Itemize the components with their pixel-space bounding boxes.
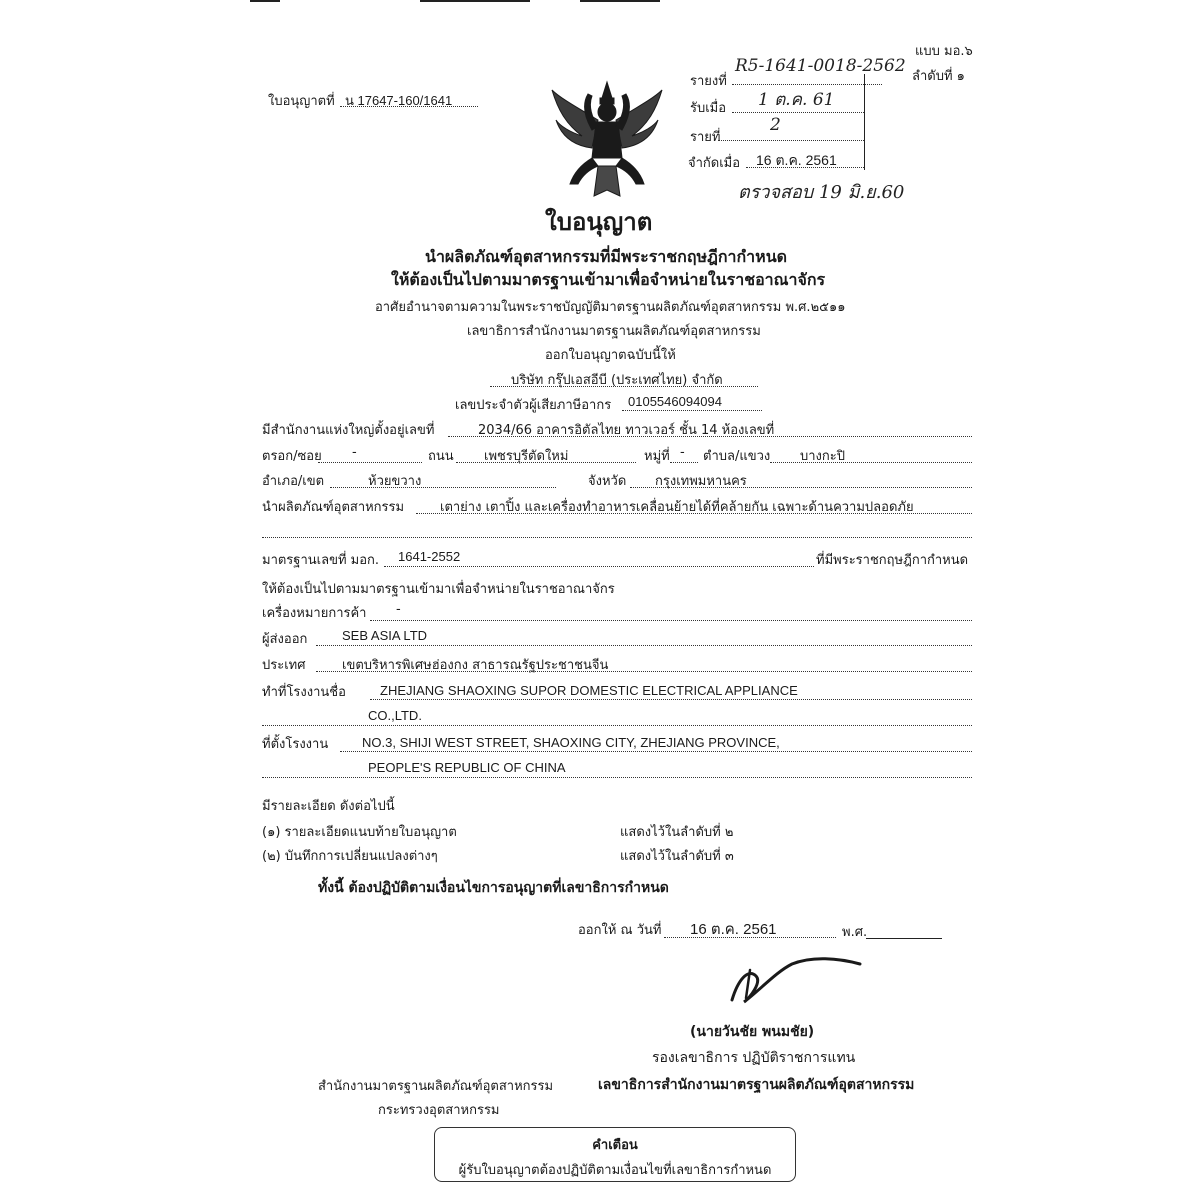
attachment-2-label: (๒) บันทึกการเปลี่ยนแปลงต่างๆ <box>262 849 438 864</box>
office-value: 2034/66 อาคารอิตัลไทย ทาวเวอร์ ชั้น 14 ห้องเลขที่ <box>478 423 775 438</box>
header-line-2: ให้ต้องเป็นไปตามมาตรฐานเข้ามาเพื่อจำหน่ายในราชอาณาจักร <box>391 270 826 289</box>
district-label: อำเภอ/เขต <box>262 474 325 489</box>
location-value-2: PEOPLE'S REPUBLIC OF CHINA <box>368 760 566 775</box>
tax-id-label: เลขประจำตัวผู้เสียภาษีอากร <box>455 398 612 413</box>
standard-suffix: ที่มีพระราชกฤษฎีกากำหนด <box>816 553 969 568</box>
form-sequence: ลำดับที่ ๑ <box>912 69 965 84</box>
issue-date-underline <box>664 937 836 938</box>
scan-mark <box>580 0 660 2</box>
garuda-emblem <box>548 80 666 202</box>
license-no-underline <box>340 106 478 107</box>
tax-id-value: 0105546094094 <box>628 394 722 409</box>
registry-box-edge <box>864 74 865 170</box>
soi-label: ตรอก/ซอย <box>262 449 322 464</box>
attachment-2-ref: แสดงไว้ในลำดับที่ ๓ <box>620 849 734 864</box>
location-underline-2 <box>262 777 972 778</box>
attachments-intro: มีรายละเอียด ดังต่อไปนี้ <box>262 799 395 814</box>
country-underline <box>316 671 972 672</box>
province-underline <box>630 487 972 488</box>
soi-value: - <box>352 445 357 460</box>
attachment-1-label: (๑) รายละเอียดแนบท้ายใบอนุญาต <box>262 825 457 840</box>
license-no-label: ใบอนุญาตที่ <box>268 94 335 109</box>
registry-note: ตรวจสอบ 19 มิ.ย.60 <box>738 182 905 203</box>
warning-text: ผู้รับใบอนุญาตต้องปฏิบัติตามเงื่อนไขที่เลขาธิการกำหนด <box>458 1163 772 1178</box>
standard-line-2: ให้ต้องเป็นไปตามมาตรฐานเข้ามาเพื่อจำหน่ายในราชอาณาจักร <box>262 582 615 597</box>
registry-value-3: 2 <box>770 115 781 135</box>
subdistrict-value: บางกะปิ <box>800 449 846 464</box>
company-name-underline <box>490 386 758 387</box>
standard-label: มาตรฐานเลขที่ มอก. <box>262 553 380 568</box>
location-label: ที่ตั้งโรงงาน <box>262 737 329 752</box>
issue-era-underline <box>866 938 942 939</box>
registry-value-1: R5-1641-0018-2562 <box>735 56 906 76</box>
license-no-value: น 17647-160/1641 <box>345 93 453 108</box>
attachment-1-ref: แสดงไว้ในลำดับที่ ๒ <box>620 825 734 840</box>
standard-underline <box>384 566 814 567</box>
header-line-1: นำผลิตภัณฑ์อุตสาหกรรมที่มีพระราชกฤษฎีกากำหนด <box>425 247 788 266</box>
product-label: นำผลิตภัณฑ์อุตสาหกรรม <box>262 500 405 515</box>
registry-underline-4 <box>746 167 864 168</box>
scan-mark <box>250 0 280 2</box>
standard-value: 1641-2552 <box>398 549 461 564</box>
product-underline-2 <box>262 537 972 538</box>
exporter-label: ผู้ส่งออก <box>262 632 308 647</box>
product-underline-1 <box>416 513 972 514</box>
agency-line-1: สำนักงานมาตรฐานผลิตภัณฑ์อุตสาหกรรม <box>318 1079 554 1094</box>
registry-label-1: รายงที่ <box>690 74 727 89</box>
trademark-underline <box>370 620 972 621</box>
province-value: กรุงเทพมหานคร <box>655 474 747 489</box>
registry-underline-2 <box>732 112 864 113</box>
issue-date-value: 16 ต.ค. 2561 <box>690 921 777 938</box>
factory-value-2: CO.,LTD. <box>368 708 422 723</box>
registry-underline-1 <box>732 84 882 85</box>
warning-notice-box <box>434 1127 796 1182</box>
road-value: เพชรบุรีตัดใหม่ <box>484 449 569 464</box>
exporter-underline <box>316 645 972 646</box>
condition-text: ทั้งนี้ ต้องปฏิบัติตามเงื่อนไขการอนุญาตที่เลขาธิการกำหนด <box>318 880 669 896</box>
factory-value-1: ZHEJIANG SHAOXING SUPOR DOMESTIC ELECTRICAL APPLIANCE <box>380 683 798 698</box>
location-value-1: NO.3, SHIJI WEST STREET, SHAOXING CITY, ZHEJIANG PROVINCE, <box>362 735 780 750</box>
registry-value-2: 1 ต.ค. 61 <box>758 90 835 110</box>
header-line-4: เลขาธิการสำนักงานมาตรฐานผลิตภัณฑ์อุตสาหกรรม <box>467 324 761 339</box>
district-value: ห้วยขวาง <box>368 474 422 489</box>
trademark-value: - <box>396 602 401 617</box>
signatory-name: (นายวันชัย พนมชัย) <box>690 1024 815 1040</box>
subdistrict-label: ตำบล/แขวง <box>703 449 771 464</box>
tax-id-underline <box>622 410 762 411</box>
location-underline-1 <box>340 751 972 752</box>
office-underline <box>448 436 972 437</box>
subdistrict-underline <box>770 462 972 463</box>
company-name: บริษัท กรุ๊ปเอสอีบี (ประเทศไทย) จำกัด <box>511 373 723 388</box>
registry-label-3: รายที่ <box>690 130 721 145</box>
road-underline <box>456 462 636 463</box>
warning-title: คำเตือน <box>592 1138 638 1153</box>
moo-underline <box>670 462 698 463</box>
product-value: เตาย่าง เตาปิ้ง และเครื่องทำอาหารเคลื่อนย้ายได้ที่คล้ายกัน เฉพาะด้านความปลอดภัย <box>440 500 914 515</box>
document-title: ใบอนุญาต <box>545 207 653 236</box>
registry-underline-3 <box>718 140 864 141</box>
signature-scribble <box>720 950 870 1010</box>
exporter-value: SEB ASIA LTD <box>342 628 428 643</box>
scan-mark <box>420 0 530 2</box>
issue-date-label: ออกให้ ณ วันที่ <box>578 923 662 938</box>
moo-value: - <box>680 445 685 460</box>
signatory-position-1: รองเลขาธิการ ปฏิบัติราชการแทน <box>652 1050 856 1066</box>
factory-underline-1 <box>370 699 972 700</box>
district-underline <box>330 487 556 488</box>
factory-label: ทำที่โรงงานชื่อ <box>262 685 346 700</box>
agency-line-2: กระทรวงอุตสาหกรรม <box>378 1103 500 1118</box>
road-label: ถนน <box>428 449 454 464</box>
country-value: เขตบริหารพิเศษฮ่องกง สาธารณรัฐประชาชนจีน <box>342 658 609 673</box>
moo-label: หมู่ที่ <box>644 449 670 464</box>
factory-underline-2 <box>262 725 972 726</box>
province-label: จังหวัด <box>588 474 627 489</box>
header-line-5: ออกใบอนุญาตฉบับนี้ให้ <box>545 348 676 363</box>
signatory-position-2: เลขาธิการสำนักงานมาตรฐานผลิตภัณฑ์อุตสาหกรรม <box>598 1077 915 1093</box>
country-label: ประเทศ <box>262 658 306 673</box>
registry-label-4: จำกัดเมื่อ <box>688 156 741 171</box>
trademark-label: เครื่องหมายการค้า <box>262 606 367 621</box>
registry-value-4: 16 ต.ค. 2561 <box>756 152 837 168</box>
issue-era: พ.ศ. <box>842 925 868 940</box>
soi-underline <box>318 462 422 463</box>
header-line-3: อาศัยอำนาจตามความในพระราชบัญญัติมาตรฐานผลิตภัณฑ์อุตสาหกรรม พ.ศ.๒๕๑๑ <box>375 300 846 315</box>
form-code: แบบ มอ.๖ <box>915 44 973 59</box>
office-label: มีสำนักงานแห่งใหญ่ตั้งอยู่เลขที่ <box>262 423 435 438</box>
registry-label-2: รับเมื่อ <box>690 101 727 116</box>
